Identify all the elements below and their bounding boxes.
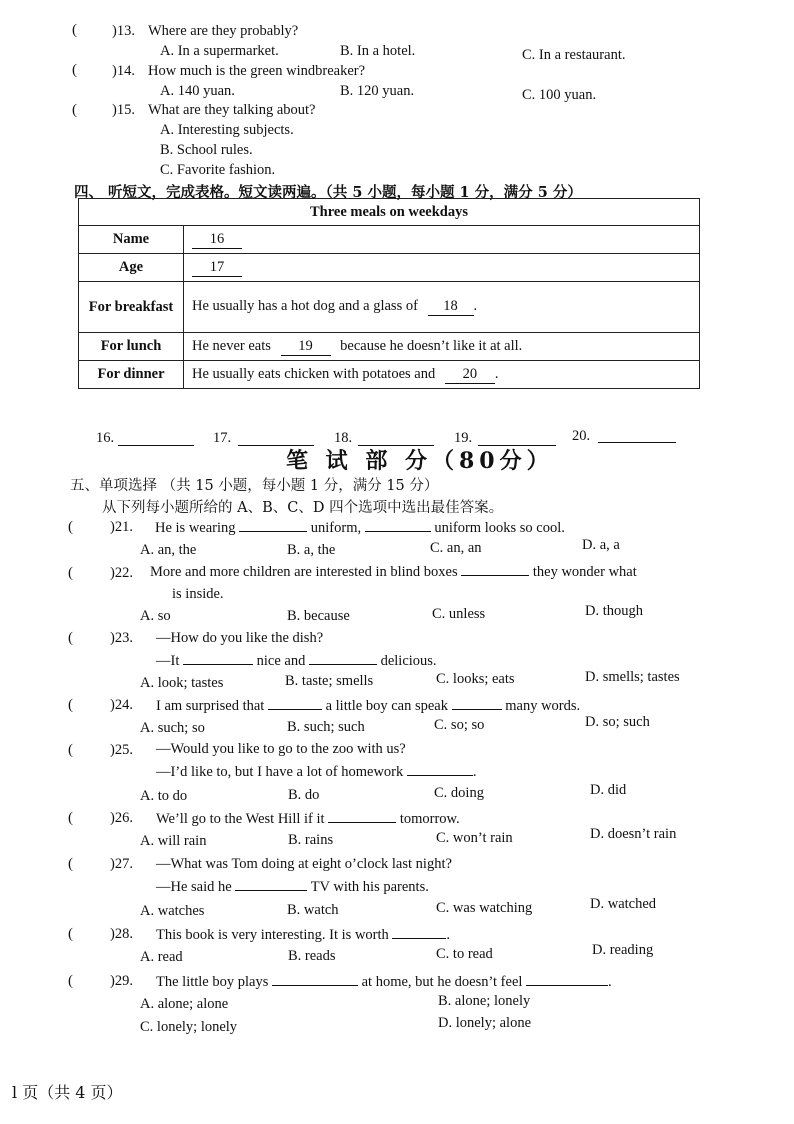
question-text: This book is very interesting. It is worth . <box>156 927 451 943</box>
page-footer: l 页（共 4 页） <box>12 1083 123 1102</box>
row-content <box>184 282 700 333</box>
row-text-end: . <box>473 298 478 314</box>
option-d[interactable]: D. did <box>590 782 627 798</box>
answer-paren[interactable]: ( <box>68 630 73 646</box>
option-b[interactable]: B. 120 yuan. <box>340 83 415 99</box>
option-c[interactable]: C. In a restaurant. <box>522 47 626 63</box>
question-number: )27. <box>110 856 133 872</box>
answer-paren[interactable]: ( <box>68 973 73 989</box>
question-number: )22. <box>110 565 133 581</box>
option-d[interactable]: D. watched <box>590 896 657 912</box>
answer-label: 18. <box>334 430 353 446</box>
table-row <box>79 361 700 389</box>
option-c[interactable]: C. to read <box>436 946 493 962</box>
answer-line-20[interactable] <box>598 442 676 443</box>
answer-line-16[interactable] <box>118 445 194 446</box>
question-text-cont: —I’d like to, but I have a lot of homework . <box>156 764 477 780</box>
option-d[interactable]: D. though <box>585 603 643 619</box>
answer-label: 20. <box>572 428 591 444</box>
row-content <box>184 361 700 389</box>
option-a[interactable]: A. so <box>140 608 171 624</box>
option-a[interactable]: A. an, the <box>140 542 197 558</box>
row-label: Name <box>79 226 184 254</box>
question-number: )14. <box>112 63 135 79</box>
option-d[interactable]: D. so; such <box>585 714 650 730</box>
blank-19[interactable]: 19 <box>281 338 331 356</box>
answer-paren[interactable]: ( <box>68 856 73 872</box>
option-b[interactable]: B. School rules. <box>160 142 253 158</box>
row-label: For dinner <box>79 361 184 389</box>
question-number: )13. <box>112 23 135 39</box>
row-text: He usually has a hot dog and a glass of <box>192 298 418 314</box>
answer-paren[interactable]: ( <box>68 519 73 535</box>
option-b[interactable]: B. taste; smells <box>285 673 374 689</box>
answer-paren[interactable]: ( <box>72 22 77 38</box>
question-number: )24. <box>110 697 133 713</box>
question-number: )25. <box>110 742 133 758</box>
row-label: Age <box>79 254 184 282</box>
option-c[interactable]: C. doing <box>434 785 484 801</box>
answer-paren[interactable]: ( <box>68 697 73 713</box>
row-text-end: because he doesn’t like it at all. <box>340 337 523 354</box>
meals-table <box>78 198 700 389</box>
option-c[interactable]: C. 100 yuan. <box>522 87 597 103</box>
row-content <box>184 254 700 282</box>
answer-paren[interactable]: ( <box>68 810 73 826</box>
row-label: For breakfast <box>79 282 184 333</box>
option-d[interactable]: D. doesn’t rain <box>590 826 677 842</box>
blank-16[interactable]: 16 <box>192 231 242 249</box>
question-number: )29. <box>110 973 133 989</box>
question-text: I am surprised that a little boy can speak many words. <box>156 698 581 714</box>
question-number: )26. <box>110 810 133 826</box>
question-text: What are they talking about? <box>148 102 316 118</box>
option-a[interactable]: A. will rain <box>140 833 207 849</box>
question-text: How much is the green windbreaker? <box>148 63 366 79</box>
option-b[interactable]: B. such; such <box>287 719 365 735</box>
option-c[interactable]: C. was watching <box>436 900 533 916</box>
option-d[interactable]: D. lonely; alone <box>438 1015 532 1031</box>
section-5-instruction: 从下列每小题所给的 A、B、C、D 四个选项中选出最佳答案。 <box>102 500 504 516</box>
option-c[interactable]: C. looks; eats <box>436 671 515 687</box>
question-number: )21. <box>110 519 133 535</box>
answer-label: 17. <box>213 430 232 446</box>
option-a[interactable]: A. 140 yuan. <box>160 83 235 99</box>
row-content <box>184 333 700 361</box>
option-a[interactable]: A. In a supermarket. <box>160 43 279 59</box>
answer-paren[interactable]: ( <box>72 102 77 118</box>
question-text: He is wearing uniform, uniform looks so cool. <box>155 520 565 536</box>
question-text: Where are they probably? <box>148 23 299 39</box>
option-b[interactable]: B. reads <box>288 948 336 964</box>
option-b[interactable]: B. In a hotel. <box>340 43 416 59</box>
option-d[interactable]: D. reading <box>592 942 654 958</box>
section-5-heading: 五、单项选择 （共 15 小题，每小题 1 分，满分 15 分） <box>70 478 439 494</box>
option-a[interactable]: A. look; tastes <box>140 675 224 691</box>
option-b[interactable]: B. alone; lonely <box>438 993 531 1009</box>
option-c[interactable]: C. won’t rain <box>436 830 513 846</box>
written-part-title: 笔 试 部 分（80分） <box>286 448 554 474</box>
answer-paren[interactable]: ( <box>68 926 73 942</box>
question-text: We’ll go to the West Hill if it tomorrow. <box>156 811 460 827</box>
row-label: For lunch <box>79 333 184 361</box>
option-d[interactable]: D. smells; tastes <box>585 669 680 685</box>
option-a[interactable]: A. alone; alone <box>140 996 229 1012</box>
option-c[interactable]: C. so; so <box>434 717 485 733</box>
question-text: The little boy plays at home, but he doesn’t feel . <box>156 974 612 990</box>
row-text: He usually eats chicken with potatoes and <box>192 365 436 382</box>
option-b[interactable]: B. a, the <box>287 542 336 558</box>
table-row <box>79 254 700 282</box>
table-title: Three meals on weekdays <box>79 199 700 226</box>
option-c[interactable]: C. an, an <box>430 540 482 556</box>
answer-label: 16. <box>96 430 115 446</box>
question-number: )28. <box>110 926 133 942</box>
answer-label: 19. <box>454 430 473 446</box>
option-a[interactable]: A. watches <box>140 903 205 919</box>
option-d[interactable]: D. a, a <box>582 537 620 553</box>
table-row <box>79 333 700 361</box>
question-number: )15. <box>112 102 135 118</box>
option-a[interactable]: A. Interesting subjects. <box>160 122 294 138</box>
question-text-cont: is inside. <box>172 586 224 602</box>
option-b[interactable]: B. watch <box>287 902 339 918</box>
answer-paren[interactable]: ( <box>68 565 73 581</box>
option-b[interactable]: B. because <box>287 608 350 624</box>
table-row <box>79 226 700 254</box>
blank-20[interactable]: 20 <box>445 366 495 384</box>
option-b[interactable]: B. do <box>288 787 320 803</box>
question-text: More and more children are interested in blind boxes they wonder what <box>150 564 637 580</box>
option-a[interactable]: A. such; so <box>140 720 205 736</box>
answer-paren[interactable]: ( <box>72 62 77 78</box>
question-text-cont: —He said he TV with his parents. <box>156 879 429 895</box>
section-4-heading: 四、 听短文，完成表格。短文读两遍。（共 5 小题，每小题 1 分，满分 5 分） <box>74 184 582 201</box>
blank-18[interactable]: 18 <box>428 298 474 316</box>
question-text: —Would you like to go to the zoo with us? <box>156 741 406 757</box>
row-text-end: . <box>494 365 499 382</box>
question-number: )23. <box>110 630 133 646</box>
question-text: —How do you like the dish? <box>156 630 324 646</box>
blank-17[interactable]: 17 <box>192 259 242 277</box>
option-c[interactable]: C. unless <box>432 606 486 622</box>
table-row <box>79 282 700 333</box>
option-a[interactable]: A. to do <box>140 788 188 804</box>
option-a[interactable]: A. read <box>140 949 183 965</box>
question-text-cont: —It nice and delicious. <box>156 653 437 669</box>
option-b[interactable]: B. rains <box>288 832 334 848</box>
option-c[interactable]: C. lonely; lonely <box>140 1019 238 1035</box>
answer-paren[interactable]: ( <box>68 742 73 758</box>
question-text: —What was Tom doing at eight o’clock last night? <box>156 856 452 872</box>
option-c[interactable]: C. Favorite fashion. <box>160 162 276 178</box>
row-content <box>184 226 700 254</box>
row-text: He never eats <box>192 337 271 354</box>
